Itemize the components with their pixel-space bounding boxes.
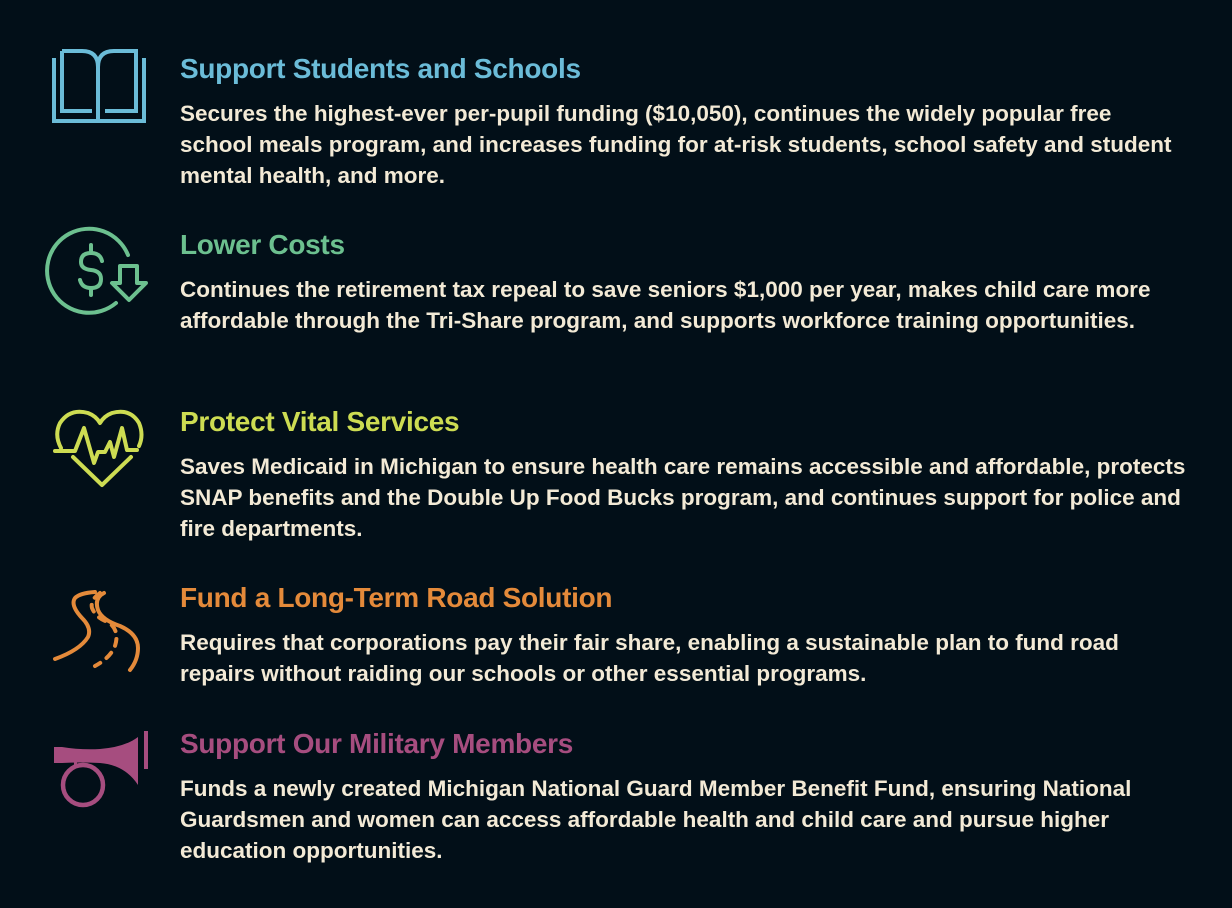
section-title: Lower Costs: [180, 229, 345, 260]
section-body: Continues the retirement tax repeal to save seniors $1,000 per year, makes child care more affordable through the Tri-Share program, and supports workforce training opportunities.: [180, 277, 1151, 333]
section-title: Support Our Military Members: [180, 728, 573, 759]
section-body: Secures the highest-ever per-pupil funding ($10,050), continues the widely popular free school meals program, and increases funding for at-risk students, school safety and student mental health, and more.: [180, 101, 1172, 188]
section-title: Protect Vital Services: [180, 406, 460, 437]
section-title: Support Students and Schools: [180, 53, 581, 84]
section-body: Funds a newly created Michigan National Guard Member Benefit Fund, ensuring National Guardsmen and women can access affordable health and child care and pursue higher education opportunities.: [180, 776, 1132, 863]
section-body: Requires that corporations pay their fair share, enabling a sustainable plan to fund road repairs without raiding our schools or other essential programs.: [180, 630, 1119, 686]
dollar-down-icon: [40, 225, 170, 315]
heartbeat-icon: [40, 405, 170, 495]
road-icon: [40, 590, 170, 675]
bugle-icon: [40, 725, 170, 810]
section-title: Fund a Long-Term Road Solution: [180, 582, 613, 613]
section-body: Saves Medicaid in Michigan to ensure health care remains accessible and affordable, protects SNAP benefits and the Double Up Food Bucks program, and continues support for police and fire departments.: [180, 454, 1186, 541]
book-icon: [40, 45, 170, 130]
